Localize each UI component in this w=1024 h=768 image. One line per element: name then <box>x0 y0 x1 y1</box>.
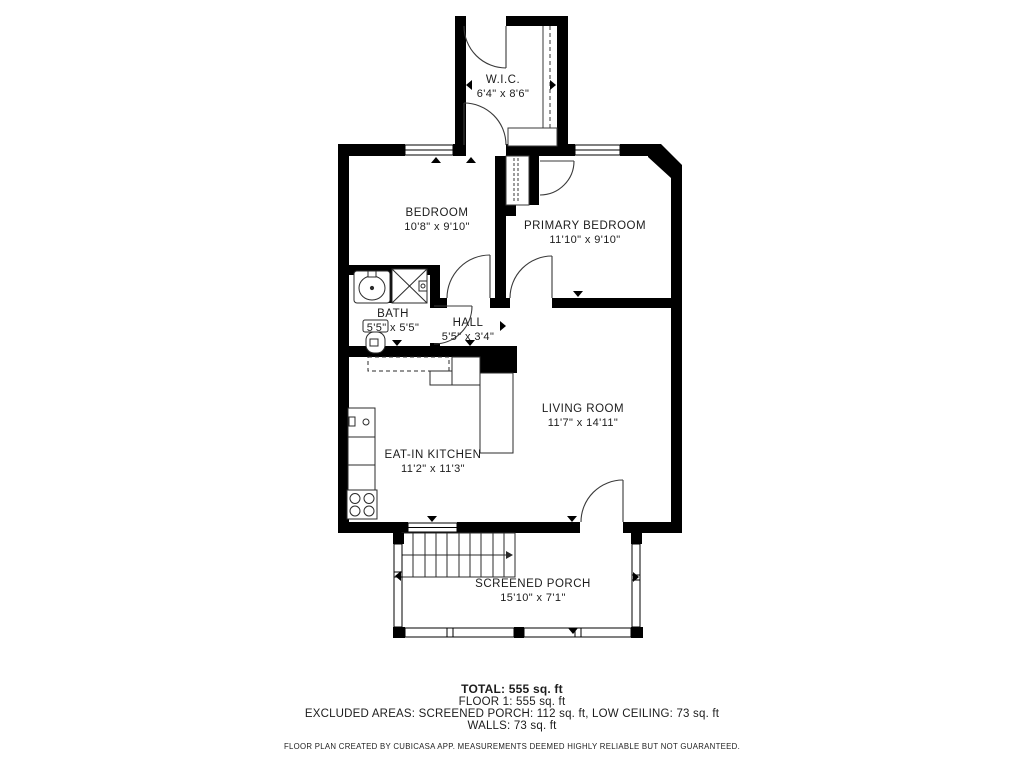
stove-symbol <box>347 490 377 519</box>
room-name: EAT-IN KITCHEN <box>384 449 482 461</box>
kitchen-fixtures <box>347 357 513 519</box>
summary-disclaimer: FLOOR PLAN CREATED BY CUBICASA APP. MEASUREMENTS DEEMED HIGHLY RELIABLE BUT NOT GUARANTEED. <box>283 742 741 751</box>
room-label-bedroom <box>404 206 470 234</box>
room-dimensions: 5'5" x 3'4" <box>441 331 495 343</box>
shower-symbol <box>392 269 427 303</box>
room-name: W.I.C. <box>485 74 521 86</box>
door-living-room-entry <box>581 480 623 522</box>
door-primary-closet <box>540 161 574 195</box>
room-dimensions: 11'7" x 14'11" <box>547 417 619 429</box>
low-ceiling-dashed-area <box>368 357 449 371</box>
room-label-bath <box>367 307 420 335</box>
room-name: BEDROOM <box>405 207 469 219</box>
room-name: PRIMARY BEDROOM <box>523 220 647 232</box>
summary-excluded-areas: EXCLUDED AREAS: SCREENED PORCH: 112 sq. ft, LOW CEILING: 73 sq. ft <box>304 708 720 720</box>
dishwasher-symbol <box>348 408 375 437</box>
room-name: HALL <box>452 317 484 329</box>
room-label-eat-in-kitchen <box>385 448 482 476</box>
door-bedroom <box>447 255 490 298</box>
room-label-wic <box>477 73 530 101</box>
window-bedroom <box>405 145 453 155</box>
staircase <box>402 533 515 577</box>
room-dimensions: 10'8" x 9'10" <box>404 221 470 233</box>
primary-closet <box>506 156 529 205</box>
interior-walls <box>338 156 671 373</box>
summary-total: TOTAL: 555 sq. ft <box>461 682 563 696</box>
room-dimensions: 11'10" x 9'10" <box>549 234 621 246</box>
room-dimensions: 6'4" x 8'6" <box>476 88 530 100</box>
room-name: BATH <box>377 308 409 320</box>
summary-walls: WALLS: 73 sq. ft <box>467 720 557 732</box>
room-label-primary-bedroom <box>524 219 646 247</box>
room-name: LIVING ROOM <box>541 403 625 415</box>
door-wic-top <box>464 26 506 68</box>
room-label-living-room <box>542 402 624 430</box>
room-dimensions: 5'5" x 5'5" <box>366 322 420 334</box>
plan-summary <box>0 683 1024 751</box>
window-primary-bedroom <box>575 145 620 155</box>
window-kitchen <box>408 523 457 532</box>
room-label-hall <box>442 316 495 344</box>
room-name: SCREENED PORCH <box>475 578 591 590</box>
room-dimensions: 15'10" x 7'1" <box>500 592 566 604</box>
room-dimensions: 11'2" x 11'3" <box>401 463 465 475</box>
door-primary-bedroom <box>510 256 552 298</box>
room-label-screened-porch <box>475 577 591 605</box>
door-wic-bottom <box>464 103 506 145</box>
sink-symbol <box>354 271 390 303</box>
summary-floor1: FLOOR 1: 555 sq. ft <box>458 696 566 708</box>
